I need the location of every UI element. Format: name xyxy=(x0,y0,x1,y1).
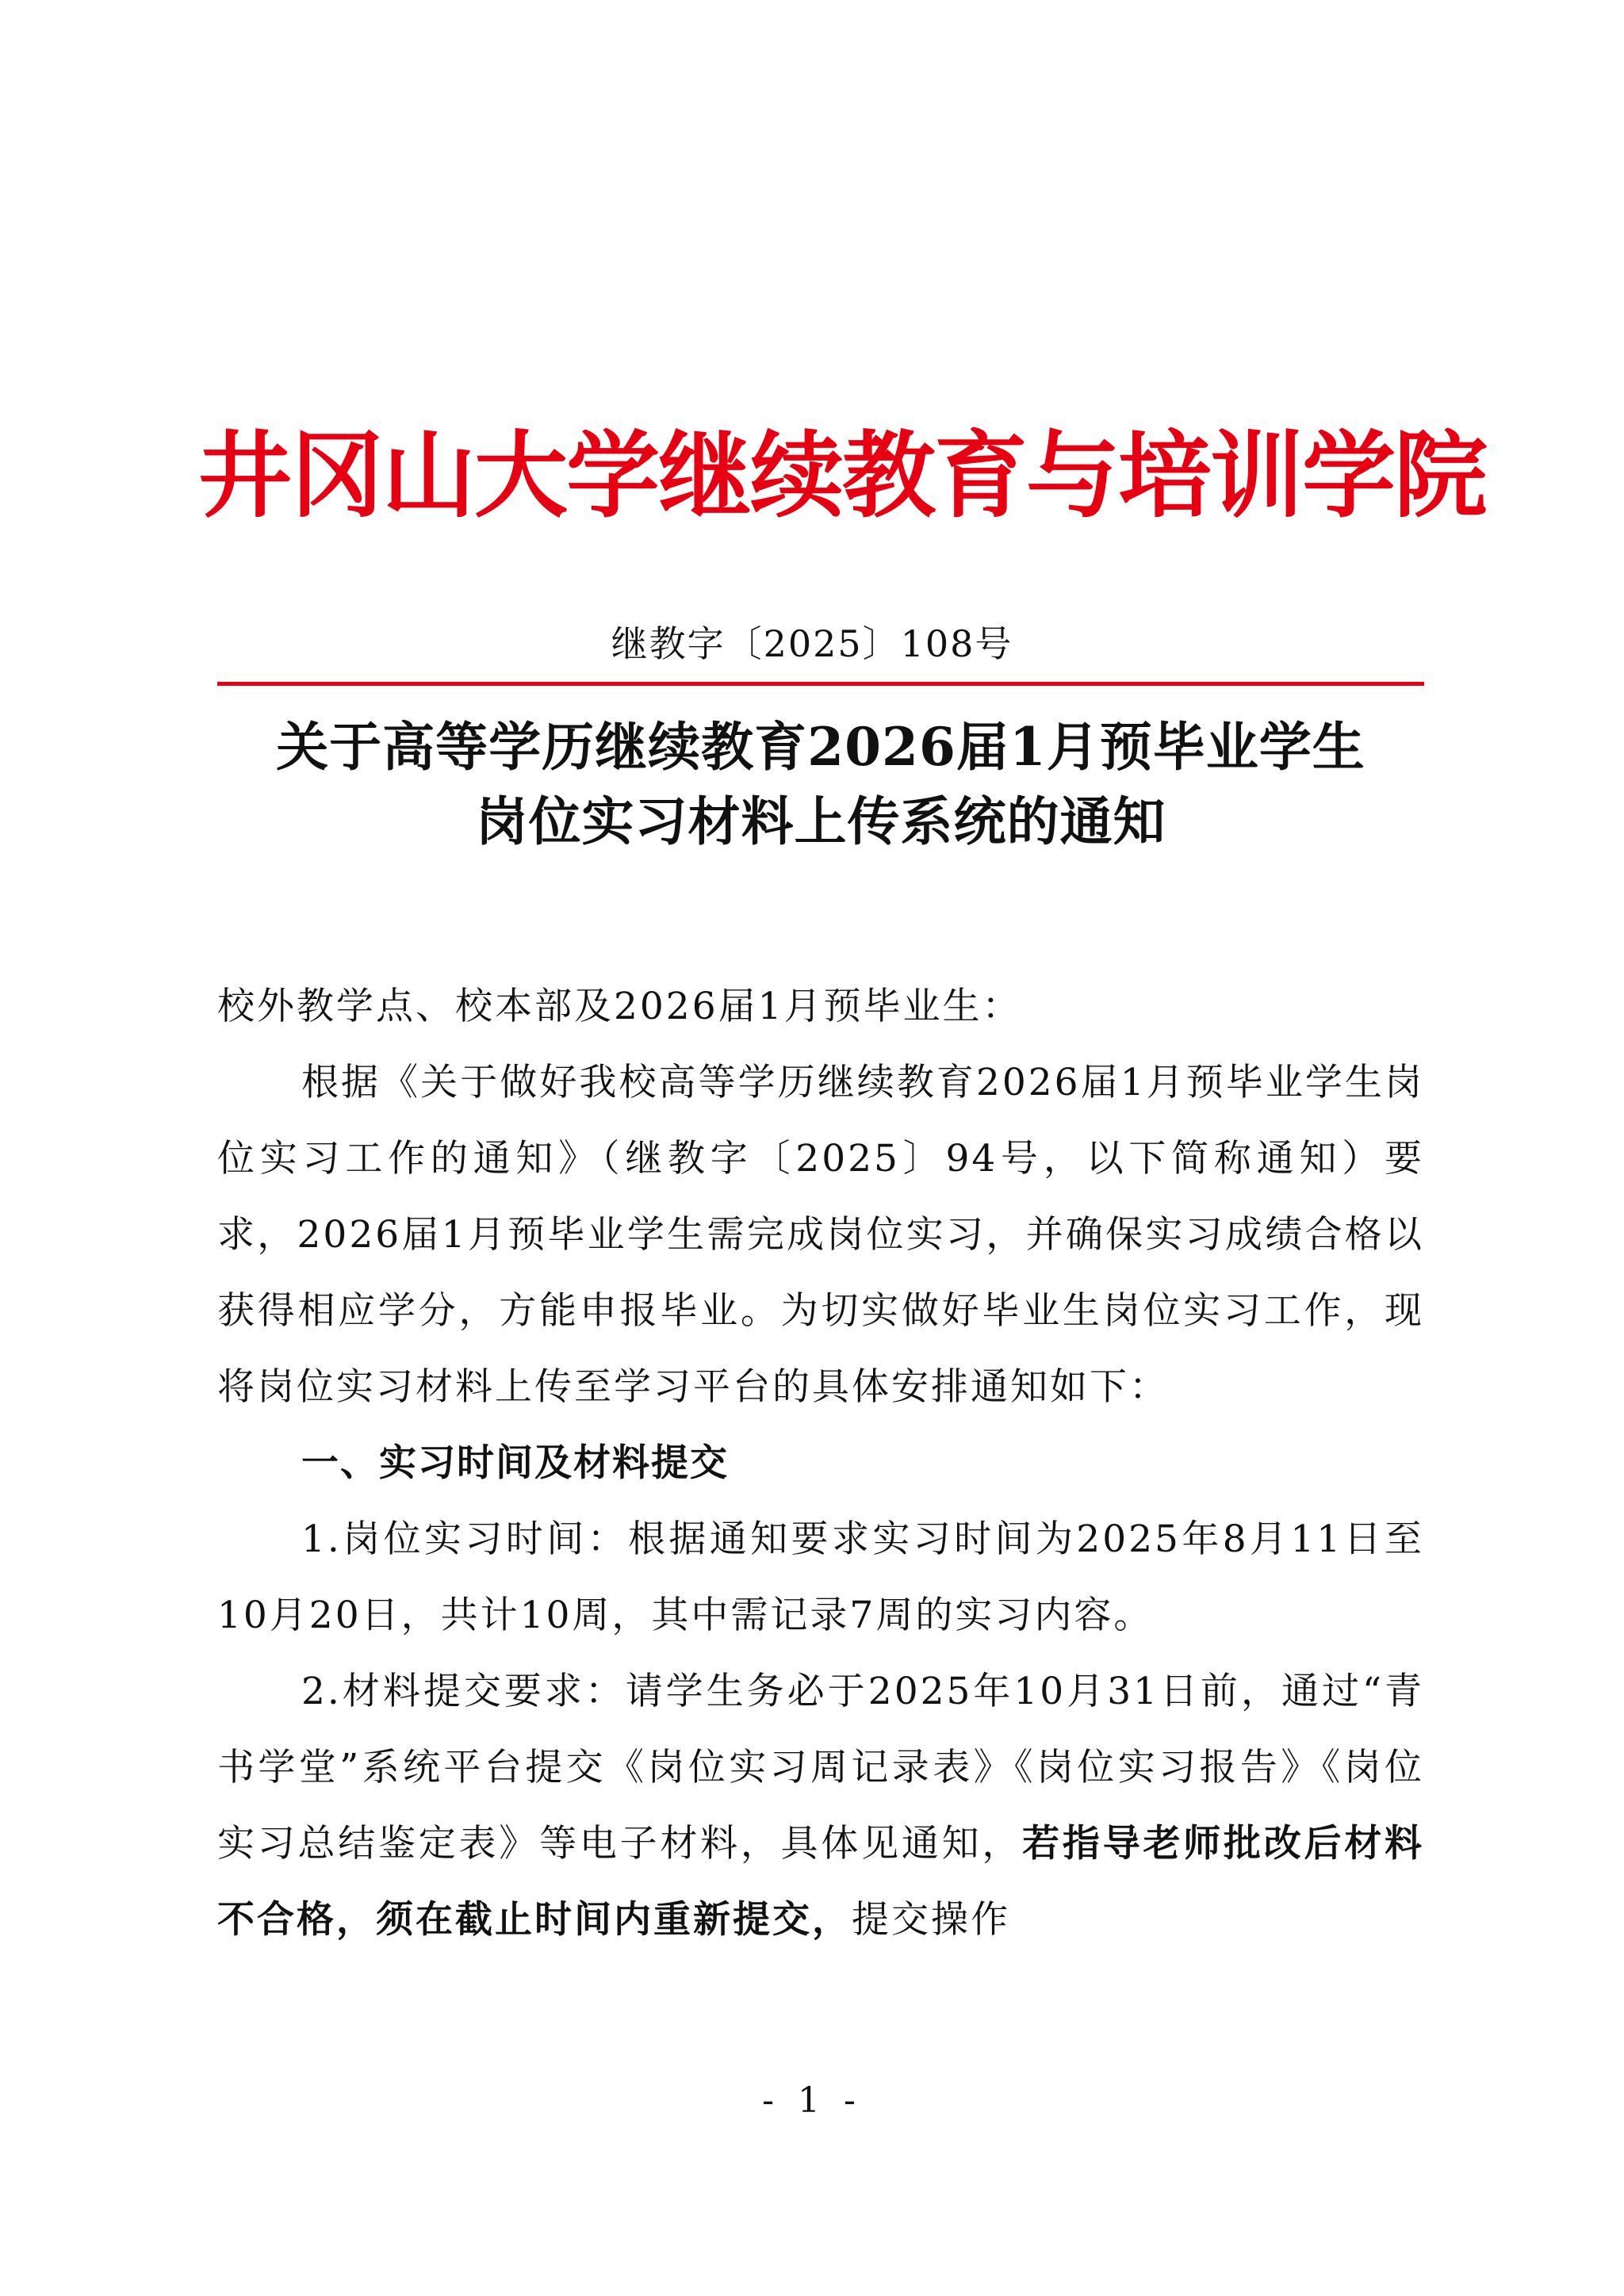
document-body xyxy=(217,969,1424,1958)
item-internship-time: 1.岗位实习时间：根据通知要求实习时间为2025年8月11日至10月20日，共计10周，其中需记录7周的实习内容。 xyxy=(217,1517,1424,1637)
institution-masthead: 井冈山大学继续教育与培训学院 xyxy=(198,420,1487,530)
salutation: 校外教学点、校本部及2026届1月预毕业生： xyxy=(217,985,1022,1028)
item2-bold-text: 若指导老师批改后材料不合格，须在截止时间内重新提交， xyxy=(217,1822,1424,1942)
document-title xyxy=(217,710,1424,859)
item-material-submission xyxy=(217,1654,1424,1958)
section-heading-1: 一、实习时间及材料提交 xyxy=(301,1441,729,1485)
item2-text: 2.材料提交要求：请学生务必于2025年10月31日前，通过“青书学堂”系统平台提交《岗位实习周记录表》《岗位实习报告》《岗位实习总结鉴定表》等电子材料，具体见通知， xyxy=(217,1670,1424,1866)
page-number: - 1 - xyxy=(762,2080,862,2121)
item2-text-continued: 提交操作 xyxy=(852,1898,1010,1942)
title-line-2: 岗位实习材料上传系统的通知 xyxy=(475,790,1166,852)
red-divider-line xyxy=(217,682,1424,686)
intro-paragraph: 根据《关于做好我校高等学历继续教育2026届1月预毕业学生岗位实习工作的通知》（继教字〔2025〕94号，以下简称通知）要求，2026届1月预毕业学生需完成岗位实习，并确保实习成绩合格以获得相应学分，方能申报毕业。为切实做好毕业生岗位实习工作，现将岗位实习材料上传至学习平台的具体安排通知如下： xyxy=(217,1061,1424,1409)
title-line-1: 关于高等学历继续教育2026届1月预毕业学生 xyxy=(276,716,1365,778)
document-number: 继教字〔2025〕108号 xyxy=(611,622,1013,665)
